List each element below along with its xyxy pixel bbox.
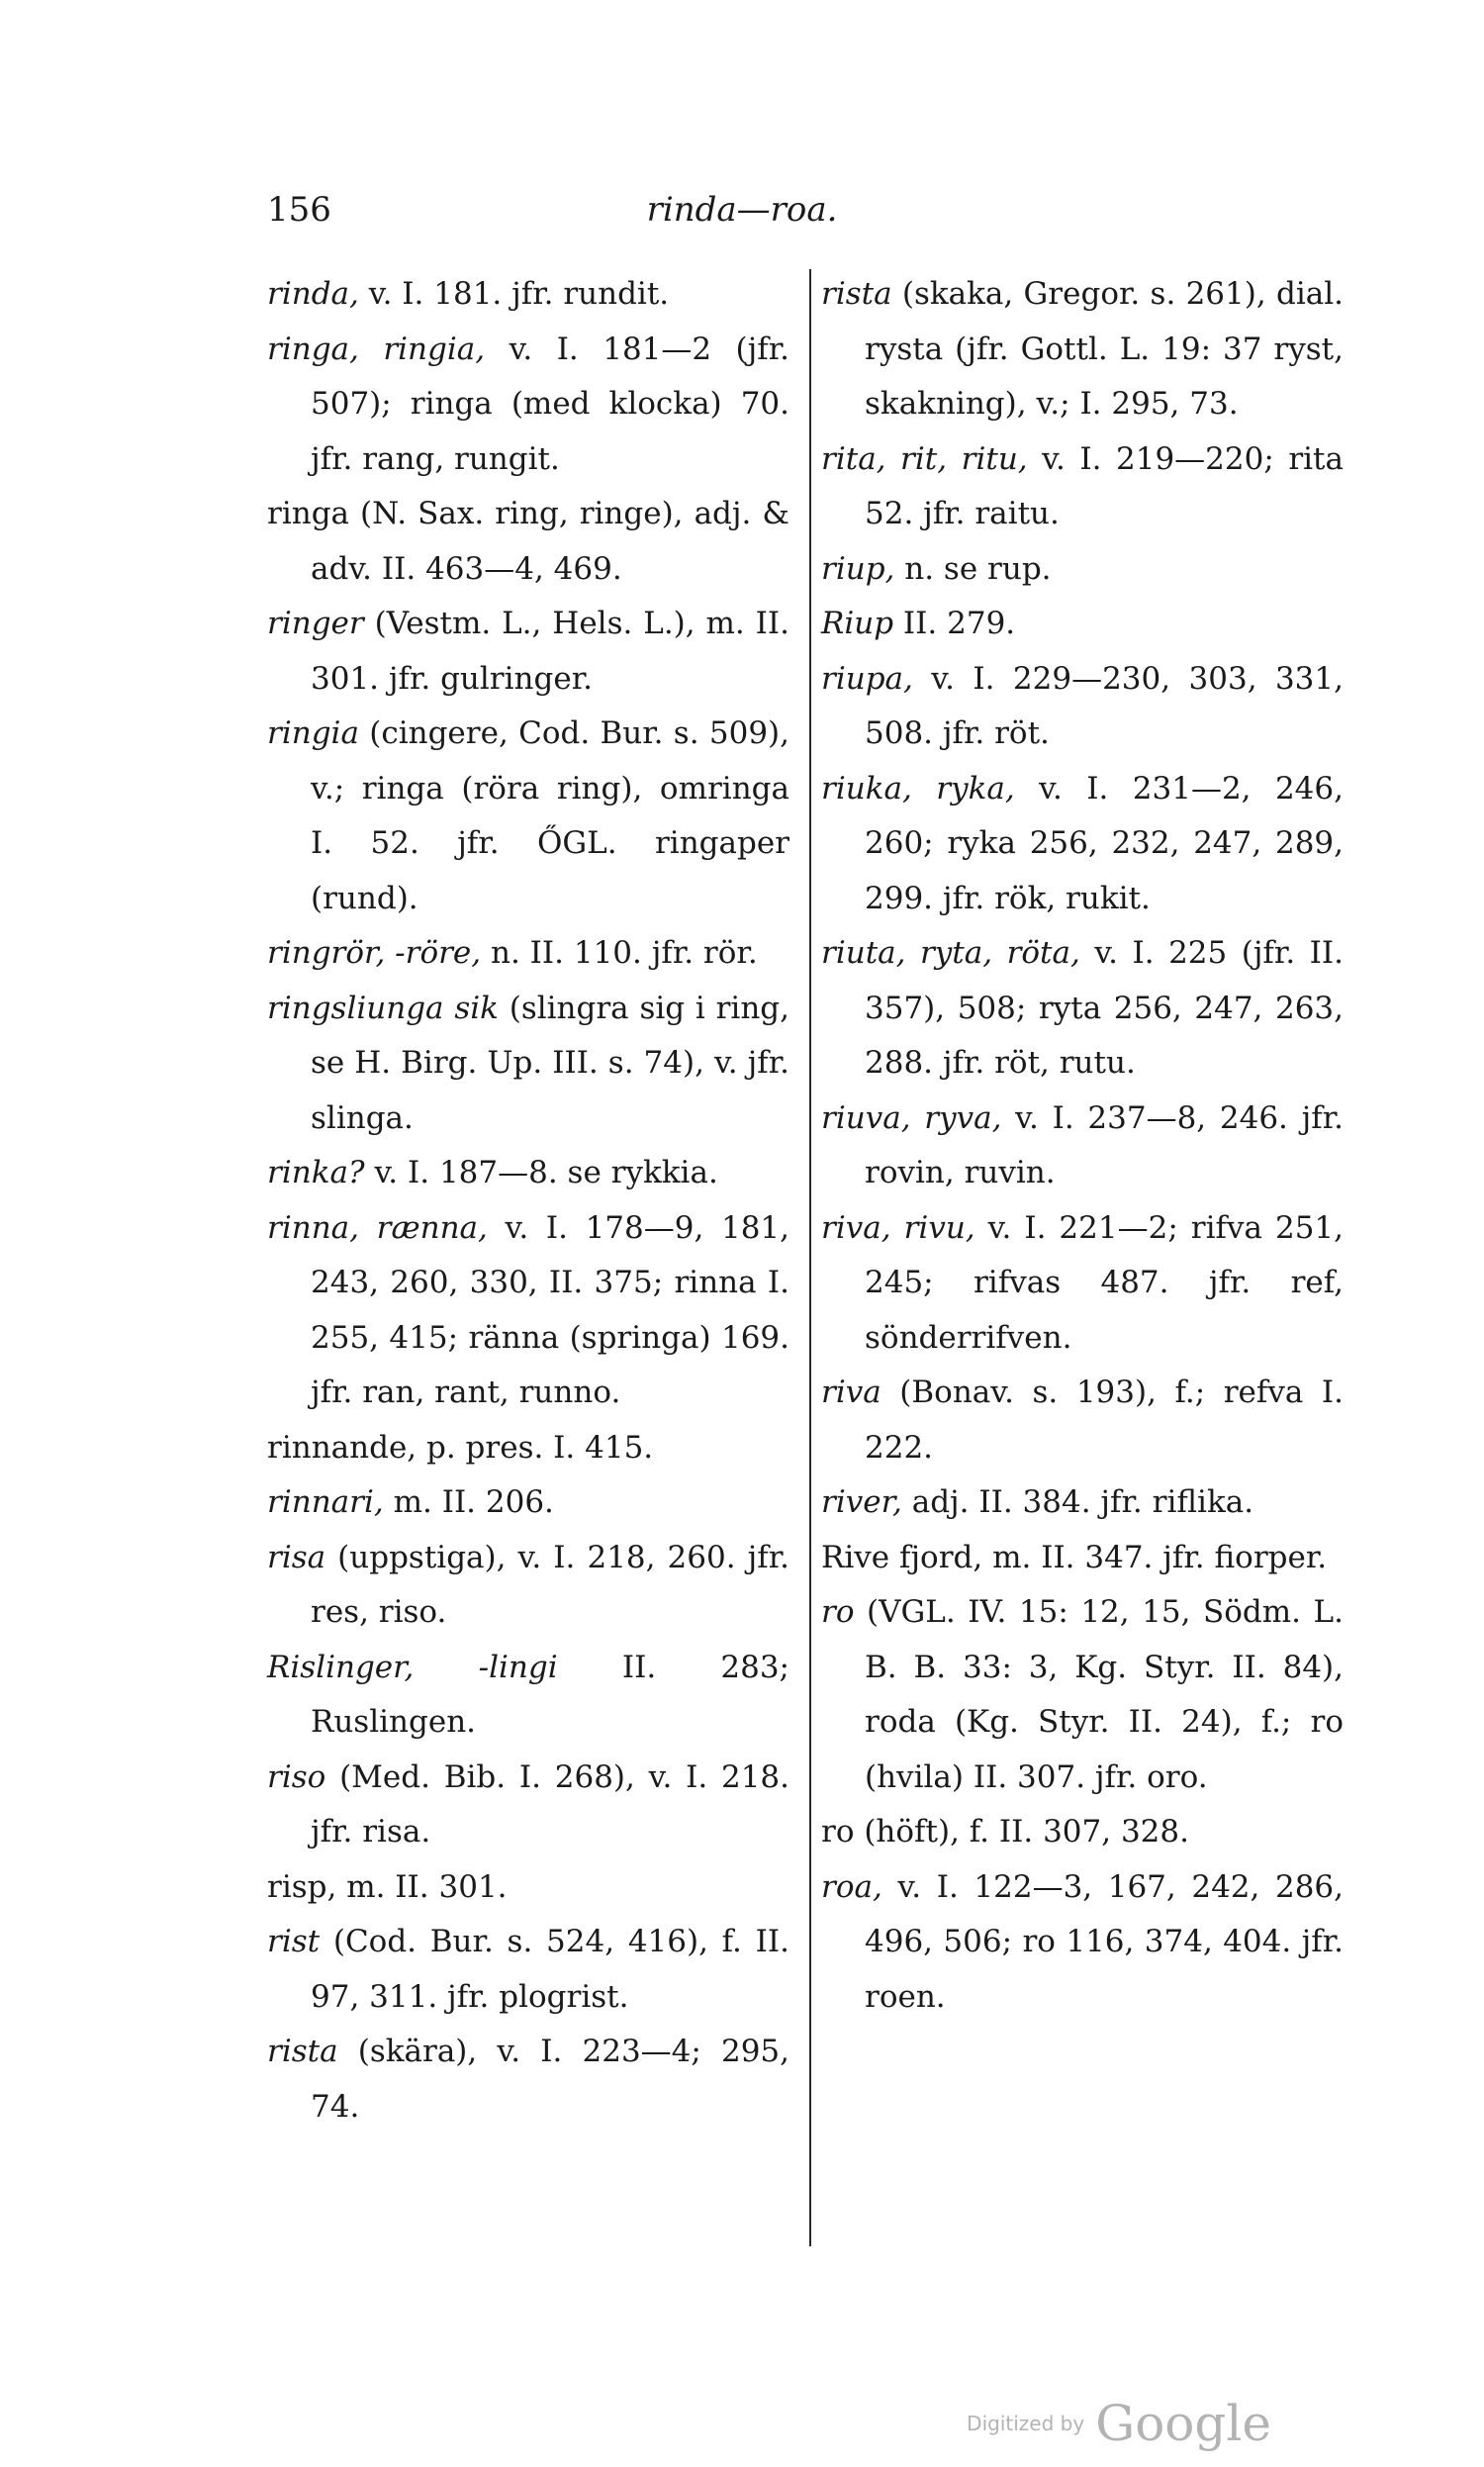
dictionary-entry	[267, 1201, 789, 1421]
dictionary-entry	[821, 1091, 1344, 1201]
dictionary-entry	[821, 542, 1344, 598]
dictionary-entry	[267, 487, 789, 597]
entry-body: v. I. 181—2 (jfr. 507); ringa (med klocka) 70. jfr. rang, rungit.	[311, 331, 790, 477]
entry-body: (Bonav. s. 193), f.; refva I. 222.	[865, 1375, 1344, 1466]
dictionary-entry	[821, 1531, 1344, 1586]
google-wordmark: Google	[1095, 2395, 1271, 2452]
dictionary-entry	[821, 1201, 1344, 1367]
entry-headword: ringa, ringia,	[267, 331, 486, 367]
entry-headword: river,	[821, 1484, 902, 1520]
entry-body: rinnande, p. pres. I. 415.	[267, 1429, 654, 1466]
entry-body: (Vestm. L., Hels. L.), m. II. 301. jfr. gulringer.	[311, 606, 789, 697]
digitized-label: Digitized by	[967, 2412, 1085, 2435]
dictionary-entry	[267, 2025, 789, 2135]
entry-headword: ringia	[267, 715, 359, 751]
entry-body: II. 283; Ruslingen.	[311, 1649, 789, 1740]
dictionary-entry	[821, 1585, 1344, 1805]
entry-headword: riuta, ryta, röta,	[821, 935, 1080, 971]
entry-body: ro (höft), f. II. 307, 328.	[821, 1814, 1189, 1850]
dictionary-entry	[821, 432, 1344, 542]
digitized-stamp	[967, 2395, 1271, 2452]
entry-body: II. 279.	[893, 606, 1016, 641]
dictionary-entry	[267, 597, 789, 707]
entry-body: (skaka, Gregor. s. 261), dial. rysta (jfr. Gottl. L. 19: 37 ryst, skakning), v.; I. 295, 73.	[865, 276, 1344, 422]
entry-headword: ringer	[267, 606, 364, 641]
entry-headword: rinna, rænna,	[267, 1209, 488, 1246]
entry-body: v. I. 219—220; rita 52. jfr. raitu.	[865, 440, 1344, 531]
column-divider	[809, 269, 811, 2246]
entry-body: v. I. 187—8. se rykkia.	[364, 1155, 718, 1190]
entry-headword: riuva, ryva,	[821, 1099, 1002, 1136]
dictionary-entry	[821, 652, 1344, 762]
entry-headword: Rislinger, -lingi	[267, 1649, 558, 1685]
dictionary-entry	[267, 267, 789, 323]
dictionary-entry	[821, 1860, 1344, 2026]
dictionary-entry	[267, 1475, 789, 1531]
entry-body: v. I. 181. jfr. rundit.	[358, 276, 670, 312]
entry-body: (slingra sig i ring, se H. Birg. Up. III. s. 74), v. jfr. slinga.	[311, 990, 789, 1136]
entry-body: v. I. 178—9, 181, 243, 260, 330, II. 375; rinna I. 255, 415; ränna (springa) 169. jfr. ran, rant, runno.	[311, 1209, 789, 1410]
page-number: 156	[267, 190, 331, 230]
entry-headword: Riup	[821, 606, 894, 641]
entry-headword: rist	[267, 1924, 321, 1959]
dictionary-entry	[821, 926, 1344, 1091]
entry-body: v. I. 237—8, 246. jfr. rovin, ruvin.	[865, 1099, 1344, 1190]
dictionary-entry	[267, 1751, 789, 1860]
entry-headword: riva, rivu,	[821, 1209, 975, 1246]
dictionary-entry	[267, 926, 789, 982]
entry-body: v. I. 225 (jfr. II. 357), 508; ryta 256, 247, 263, 288. jfr. röt, rutu.	[865, 935, 1344, 1081]
entry-body: (skära), v. I. 223—4; 295, 74.	[311, 2034, 789, 2125]
left-column	[267, 267, 789, 2135]
dictionary-entry	[821, 1475, 1344, 1531]
entry-body: (uppstiga), v. I. 218, 260. jfr. res, riso.	[311, 1539, 789, 1630]
entry-headword: ringrör, -röre,	[267, 935, 482, 971]
entry-headword: rista	[267, 2034, 338, 2069]
entry-headword: rinda,	[267, 276, 359, 312]
dictionary-entry	[267, 1531, 789, 1641]
entry-body: (Cod. Bur. s. 524, 416), f. II. 97, 311. jfr. plogrist.	[311, 1924, 789, 2015]
entry-headword: riso	[267, 1758, 326, 1795]
dictionary-entry	[267, 1915, 789, 2025]
dictionary-entry	[821, 1805, 1344, 1860]
dictionary-entry	[267, 1146, 789, 1201]
entry-body: risp, m. II. 301.	[267, 1868, 508, 1905]
entry-body: v. I. 231—2, 246, 260; ryka 256, 232, 247, 289, 299. jfr. rök, rukit.	[865, 770, 1344, 916]
entry-body: v. I. 221—2; rifva 251, 245; rifvas 487. jfr. ref, sönderrifven.	[865, 1209, 1344, 1356]
dictionary-entry	[821, 597, 1344, 652]
entry-headword: roa,	[821, 1868, 882, 1905]
dictionary-entry	[821, 267, 1344, 432]
entry-body: (cingere, Cod. Bur. s. 509), v.; ringa (röra ring), omringa I. 52. jfr. ŐGL. ringaper (rund).	[311, 715, 789, 916]
entry-body: n. II. 110. jfr. rör.	[481, 935, 758, 971]
dictionary-entry	[267, 1860, 789, 1916]
entry-body: v. I. 229—230, 303, 331, 508. jfr. röt.	[865, 660, 1344, 751]
right-column	[821, 267, 1344, 2025]
dictionary-entry	[267, 323, 789, 488]
entry-body: (Med. Bib. I. 268), v. I. 218. jfr. risa.	[311, 1758, 789, 1850]
entry-body: m. II. 206.	[383, 1484, 554, 1520]
entry-headword: ro	[821, 1594, 855, 1630]
entry-headword: riup,	[821, 550, 895, 587]
dictionary-entry	[821, 762, 1344, 927]
dictionary-entry	[267, 707, 789, 926]
entry-body: Rive fjord, m. II. 347. jfr. fiorper.	[821, 1539, 1328, 1575]
running-title: rinda—roa.	[646, 190, 838, 230]
entry-body: ringa (N. Sax. ring, ringe), adj. & adv. II. 463—4, 469.	[267, 496, 789, 587]
entry-body: adj. II. 384. jfr. riflika.	[901, 1484, 1254, 1520]
page-header	[267, 190, 1217, 249]
entry-headword: riva	[821, 1375, 881, 1410]
entry-headword: riuka, ryka,	[821, 770, 1015, 807]
dictionary-entry	[267, 982, 789, 1147]
dictionary-entry	[267, 1641, 789, 1751]
entry-headword: rita, rit, ritu,	[821, 440, 1028, 477]
dictionary-entry	[267, 1421, 789, 1476]
entry-headword: rinka?	[267, 1155, 365, 1190]
entry-headword: riupa,	[821, 660, 913, 697]
entry-headword: rista	[821, 276, 892, 312]
entry-headword: rinnari,	[267, 1484, 384, 1520]
entry-body: (VGL. IV. 15: 12, 15, Södm. L. B. B. 33: 3, Kg. Styr. II. 84), roda (Kg. Styr. II. 24), f.; ro (hvila) II. 307. jfr. oro.	[854, 1594, 1344, 1795]
entry-body: n. se rup.	[894, 550, 1052, 587]
entry-body: v. I. 122—3, 167, 242, 286, 496, 506; ro 116, 374, 404. jfr. roen.	[865, 1868, 1344, 2015]
entry-headword: risa	[267, 1539, 326, 1575]
entry-headword: ringsliunga sik	[267, 990, 499, 1026]
dictionary-entry	[821, 1366, 1344, 1475]
